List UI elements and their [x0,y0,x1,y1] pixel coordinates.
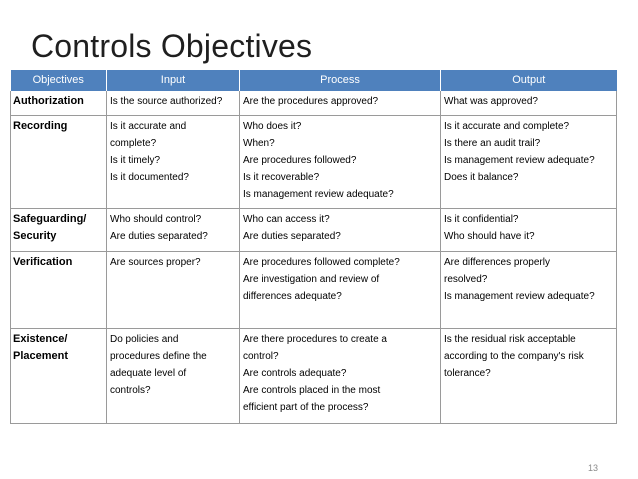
cell-line: Does it balance? [444,171,519,183]
output-cell [441,91,617,115]
process-cell [240,328,441,423]
input-cell [107,328,240,423]
cell-line: Is it confidential? [444,213,519,225]
table-row [11,251,617,328]
cell-line: Who does it? [243,120,302,132]
cell-line: Is the source authorized? [110,96,223,107]
process-cell [240,91,441,115]
cell-line: Is it documented? [110,171,189,183]
input-cell [107,115,240,208]
column-header-objectives: Objectives [11,70,107,91]
cell-line: control? [243,350,279,362]
cell-line: complete? [110,137,157,149]
cell-line: Verification [13,255,73,268]
cell-line: according to the company's risk [444,350,584,362]
table-row [11,91,617,115]
objective-cell [11,328,107,423]
table-header-row [11,70,617,91]
cell-line: adequate level of [110,367,187,379]
cell-line: differences adequate? [243,290,342,302]
input-cell [107,251,240,328]
cell-line: Who should have it? [444,230,535,242]
cell-line: Is the residual risk acceptable [444,333,576,345]
cell-line: Placement [13,349,69,362]
cell-line: Authorization [13,95,84,107]
cell-line: Who should control? [110,213,202,225]
cell-line: Existence/ [13,332,68,345]
process-cell [240,251,441,328]
objective-cell [11,91,107,115]
objective-cell [11,251,107,328]
cell-line: Is it timely? [110,154,161,166]
page-title: Controls Objectives [31,28,313,64]
cell-line: Do policies and [110,333,179,345]
cell-line: Is it recoverable? [243,171,320,183]
cell-line: Is management review adequate? [444,290,595,302]
process-cell [240,115,441,208]
cell-line: resolved? [444,273,488,285]
table-row [11,115,617,208]
column-header-process: Process [240,70,441,91]
cell-line: Is it accurate and complete? [444,120,570,132]
cell-line: Are controls adequate? [243,367,347,379]
table-row [11,328,617,423]
table-row [11,208,617,251]
cell-line: Who can access it? [243,213,330,225]
objective-cell [11,208,107,251]
input-cell [107,208,240,251]
process-cell [240,208,441,251]
cell-line: Are there procedures to create a [243,333,387,345]
cell-line: Are investigation and review of [243,273,380,285]
input-cell [107,91,240,115]
cell-line: When? [243,137,275,149]
output-cell [441,115,617,208]
column-header-input: Input [107,70,240,91]
cell-line: Security [13,229,57,242]
controls-objectives-table [10,70,617,424]
cell-line: procedures define the [110,350,207,362]
cell-line: Are differences properly [444,256,550,268]
cell-line: Recording [13,119,68,132]
cell-line: Are sources proper? [110,256,201,268]
cell-line: Are controls placed in the most [243,384,381,396]
output-cell [441,208,617,251]
column-header-output: Output [441,70,617,91]
cell-line: Are duties separated? [243,230,341,242]
cell-line: Is management review adequate? [243,188,394,200]
cell-line: Is management review adequate? [444,154,595,166]
cell-line: controls? [110,384,151,396]
output-cell [441,328,617,423]
cell-line: Safeguarding/ [13,212,87,225]
output-cell [441,251,617,328]
cell-line: Are the procedures approved? [243,96,379,107]
cell-line: What was approved? [444,96,538,107]
cell-line: tolerance? [444,367,491,379]
cell-line: Are procedures followed complete? [243,256,400,268]
cell-line: Is it accurate and [110,120,187,132]
cell-line: Is there an audit trail? [444,137,541,149]
page-number: 13 [587,463,598,473]
objective-cell [11,115,107,208]
cell-line: efficient part of the process? [243,401,369,413]
cell-line: Are procedures followed? [243,154,357,166]
cell-line: Are duties separated? [110,230,208,242]
